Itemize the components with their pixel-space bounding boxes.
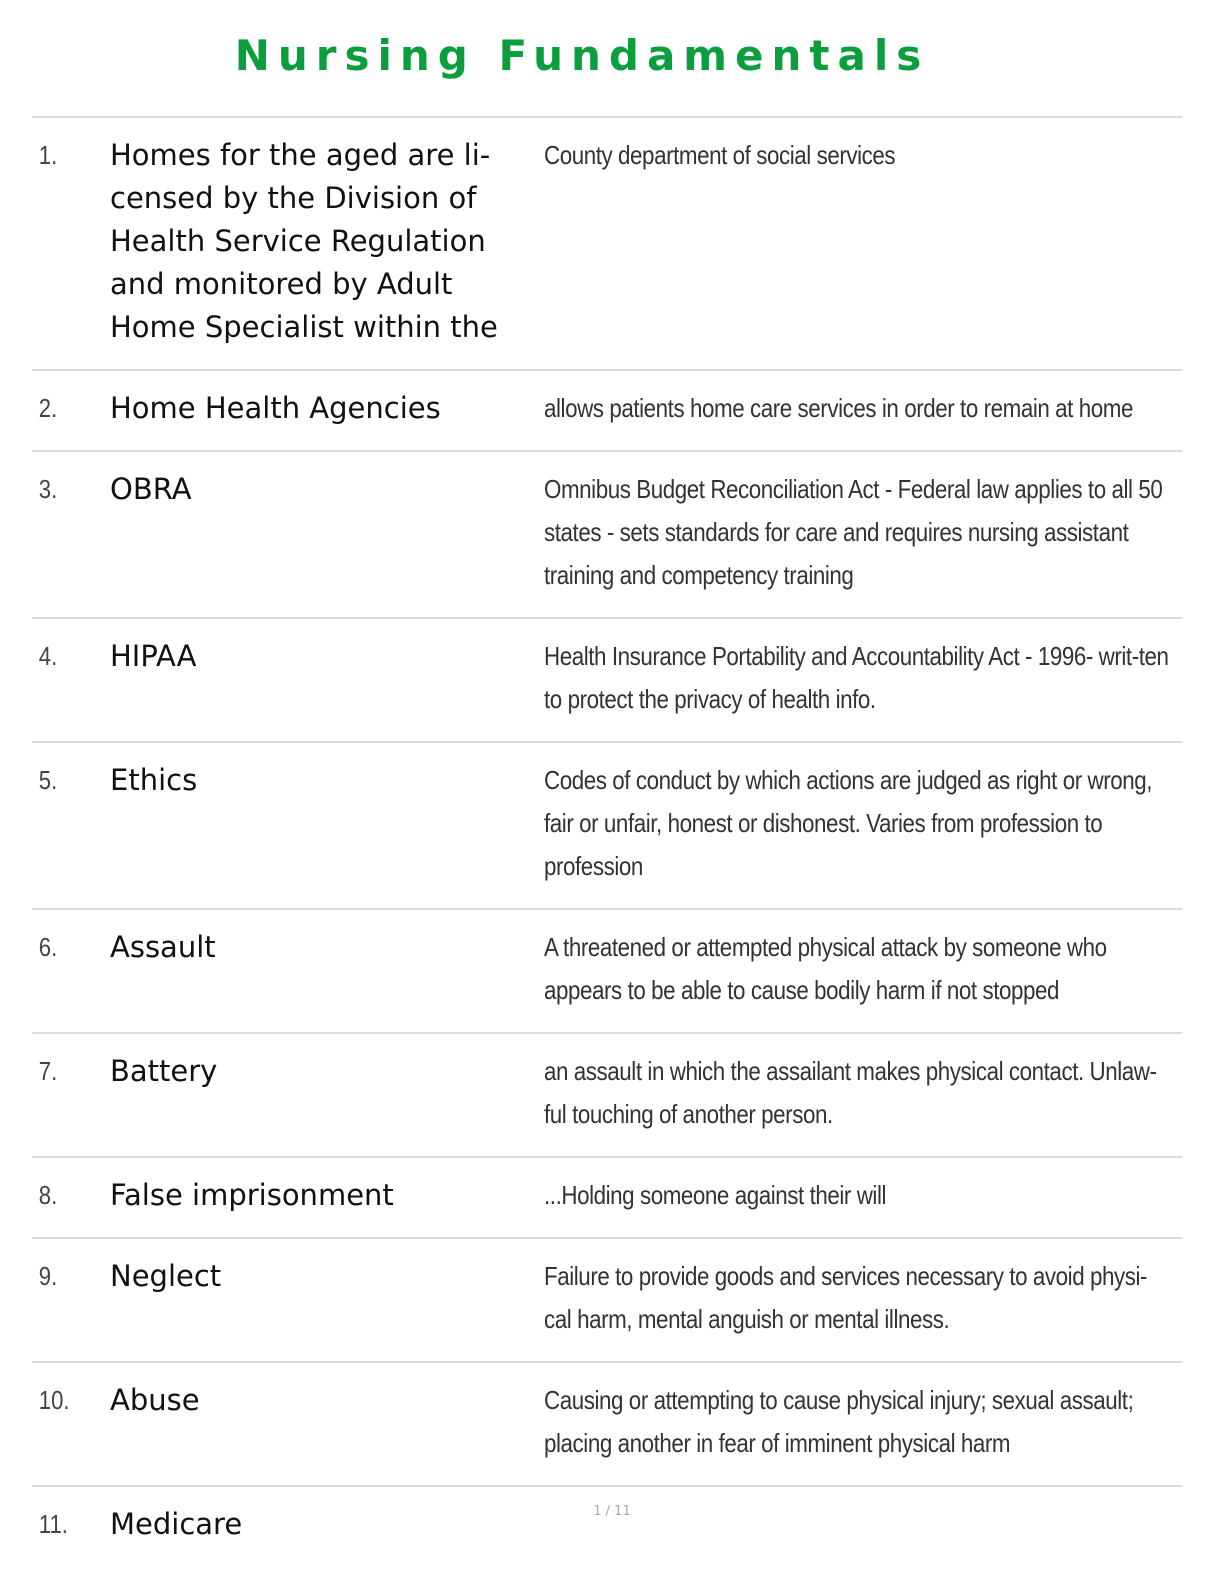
card-term: HIPAA [110,639,197,673]
card-definition: an assault in which the assailant makes physical contact. Unlaw-ful touching of another person. [544,1056,1157,1129]
card-number: 7. [38,1056,58,1086]
document-title: Nursing Fundamentals [234,31,930,80]
card-definition: Codes of conduct by which actions are judged as right or wrong, fair or unfair, honest or dishonest. Varies from profession to profession [544,765,1153,881]
card-definition: County department of social services [544,140,896,170]
page-number: 1 / 11 [593,1504,631,1519]
card-number: 1. [38,140,58,170]
flashcard-row [32,1487,1182,1566]
card-term: Assault [110,930,216,964]
card-term: Ethics [110,763,198,797]
card-number: 9. [38,1261,58,1291]
card-number: 8. [38,1180,58,1210]
flashcard-row [32,910,1182,1034]
card-definition: allows patients home care services in order to remain at home [544,393,1133,423]
card-term: Neglect [110,1259,222,1293]
flashcard-row [32,743,1182,910]
flashcard-row [32,1034,1182,1158]
card-number: 10. [38,1385,70,1415]
card-definition: Causing or attempting to cause physical injury; sexual assault; placing another in fear of imminent physical harm [544,1385,1134,1458]
flashcard-row [32,1363,1182,1487]
flashcard-row [32,1239,1182,1363]
card-number: 5. [38,765,58,795]
card-number: 3. [38,474,58,504]
card-term: Abuse [110,1383,200,1417]
card-definition: Omnibus Budget Reconciliation Act - Federal law applies to all 50 states - sets standards for care and requires nursing assistant training and competency training [544,474,1163,590]
card-term: False imprisonment [110,1178,394,1212]
flashcard-row [32,452,1182,619]
card-number: 2. [38,393,58,423]
card-definition: A threatened or attempted physical attack by someone who appears to be able to cause bodily harm if not stopped [544,932,1107,1005]
card-definition: Health Insurance Portability and Accountability Act - 1996- writ-ten to protect the privacy of health info. [544,641,1169,714]
card-number: 6. [38,932,58,962]
card-definition: Failure to provide goods and services necessary to avoid physi-cal harm, mental anguish or mental illness. [544,1261,1148,1334]
card-term: Home Health Agencies [110,391,441,425]
card-term: Homes for the aged are li- censed by the Division of Health Service Regulation and monitored by Adult Home Specialist within the [110,138,498,344]
flashcard-list [32,116,1182,1566]
flashcard-row [32,619,1182,743]
card-term: Battery [110,1054,218,1088]
card-term: OBRA [110,472,192,506]
flashcard-row [32,1158,1182,1239]
flashcard-row [32,371,1182,452]
card-number: 11. [38,1509,68,1539]
flashcard-row [32,118,1182,371]
card-definition: ...Holding someone against their will [544,1180,887,1210]
card-term: Medicare [110,1507,243,1541]
card-number: 4. [38,641,58,671]
